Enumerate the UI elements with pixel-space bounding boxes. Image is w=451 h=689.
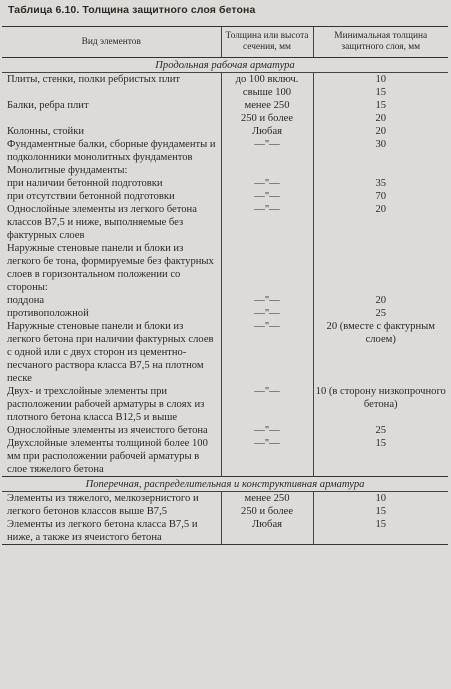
thickness-cell: —"— xyxy=(221,203,313,242)
table-row xyxy=(2,320,448,385)
element-cell: при наличии бетонной подготовки xyxy=(7,178,163,189)
table-row xyxy=(2,294,448,307)
cover-cell: 25 xyxy=(313,424,448,437)
table-header-row xyxy=(2,27,448,58)
cover-cell: 20 xyxy=(313,203,448,242)
element-cell: Балки, ребра плит xyxy=(7,100,89,111)
table-row xyxy=(2,112,448,125)
header-min-cover: Минимальная толщина защитного слоя, мм xyxy=(313,27,448,58)
cover-cell xyxy=(313,164,448,177)
element-cell: Наружные стеновые панели и блоки из легкого бе тона, формируемые без фактурных слоев в горизонтальном положении со стороны: xyxy=(7,243,214,293)
thickness-cell xyxy=(221,164,313,177)
element-cell: при отсутствии бетонной подготовки xyxy=(7,191,175,202)
table-row xyxy=(2,125,448,138)
table-row xyxy=(2,492,448,519)
thickness-cell: свыше 100 xyxy=(221,86,313,99)
thickness-cell: Любая xyxy=(221,125,313,138)
thickness-cell: —"— xyxy=(221,190,313,203)
element-cell: Монолитные фундаменты: xyxy=(7,165,128,176)
section-title: Продольная рабочая арматура xyxy=(2,58,448,73)
table-row xyxy=(2,242,448,294)
thickness-cell: —"— xyxy=(221,385,313,424)
cover-cell: 25 xyxy=(313,307,448,320)
element-cell: Двух- и трехслойные элементы при расположении рабочей арматуры в слоях из плотного бетона класса В12,5 и выше xyxy=(7,386,205,423)
table-row xyxy=(2,437,448,477)
cover-cell: 20 xyxy=(313,125,448,138)
thickness-cell: —"— xyxy=(221,138,313,164)
element-cell: Двухслойные элементы толщиной более 100 мм при расположении рабочей арматуры в слое тяжелого бетона xyxy=(7,438,208,475)
table-row xyxy=(2,385,448,424)
thickness-cell: 250 и более xyxy=(221,112,313,125)
element-cell: Наружные стеновые панели и блоки из легкого бетона при наличии фактурных слоев с одной или с двух сторон из цементно-песчаного раствора класса В7,5 на плотном песке xyxy=(7,321,214,384)
cover-cell: 10 (в сторону низкопрочного бетона) xyxy=(313,385,448,424)
protective-layer-table xyxy=(2,26,448,545)
cover-cell: 20 (вместе с фактурным слоем) xyxy=(313,320,448,385)
table-row xyxy=(2,138,448,164)
cover-cell: 20 xyxy=(313,294,448,307)
header-thickness: Толщина или высота сечения, мм xyxy=(221,27,313,58)
element-cell xyxy=(2,86,221,99)
element-cell: Колонны, стойки xyxy=(7,126,85,137)
table-row xyxy=(2,307,448,320)
cover-cell xyxy=(313,242,448,294)
table-row xyxy=(2,177,448,190)
table-row xyxy=(2,164,448,177)
element-cell: Однослойные элементы из легкого бетона классов В7,5 и ниже, выполняемые без фактурных слоев xyxy=(7,204,197,241)
element-cell: Однослойные элементы из ячеистого бетона xyxy=(7,425,208,436)
table-row xyxy=(2,203,448,242)
table-body xyxy=(2,58,448,545)
cover-cell: 15 xyxy=(313,86,448,99)
table-caption: Таблица 6.10. Толщина защитного слоя бетона xyxy=(8,4,256,16)
element-cell: Фундаментные балки, сборные фундаменты и подколонники монолитных фундаментов xyxy=(7,139,216,163)
header-element-type: Вид элементов xyxy=(2,27,221,58)
section-header-row xyxy=(2,477,448,492)
thickness-cell: Любая xyxy=(221,518,313,545)
cover-cell: 15 xyxy=(313,99,448,112)
element-cell: Элементы из тяжелого, мелкозернистого и легкого бетонов классов выше В7,5 xyxy=(7,493,199,517)
element-cell: Элементы из легкого бетона класса В7,5 и ниже, а также из ячеистого бетона xyxy=(2,518,221,545)
element-cell: поддона xyxy=(7,295,45,306)
cover-cell: 35 xyxy=(313,177,448,190)
section-title: Поперечная, распределительная и конструктивная арматура xyxy=(2,477,448,492)
table-row xyxy=(2,73,448,87)
thickness-cell xyxy=(221,242,313,294)
table-row xyxy=(2,424,448,437)
thickness-cell: —"— xyxy=(221,424,313,437)
table-row xyxy=(2,86,448,99)
thickness-cell: —"— xyxy=(221,437,313,477)
element-cell xyxy=(2,112,221,125)
thickness-cell: до 100 включ. xyxy=(221,73,313,87)
thickness-cell: —"— xyxy=(221,320,313,385)
thickness-cell: менее 250 xyxy=(221,99,313,112)
thickness-cell: —"— xyxy=(221,294,313,307)
table-row xyxy=(2,99,448,112)
cover-cell: 20 xyxy=(313,112,448,125)
thickness-cell: —"— xyxy=(221,177,313,190)
element-cell: противоположной xyxy=(7,308,89,319)
thickness-cell: менее 250 250 и более xyxy=(221,492,313,519)
thickness-cell: —"— xyxy=(221,307,313,320)
cover-cell: 70 xyxy=(313,190,448,203)
table-row xyxy=(2,190,448,203)
table-row xyxy=(2,518,448,545)
section-header-row xyxy=(2,58,448,73)
cover-cell: 15 xyxy=(313,437,448,477)
element-cell: Плиты, стенки, полки ребристых плит xyxy=(7,74,181,85)
cover-cell: 10 xyxy=(313,73,448,87)
cover-cell: 15 xyxy=(313,518,448,545)
cover-cell: 10 15 xyxy=(313,492,448,519)
cover-cell: 30 xyxy=(313,138,448,164)
